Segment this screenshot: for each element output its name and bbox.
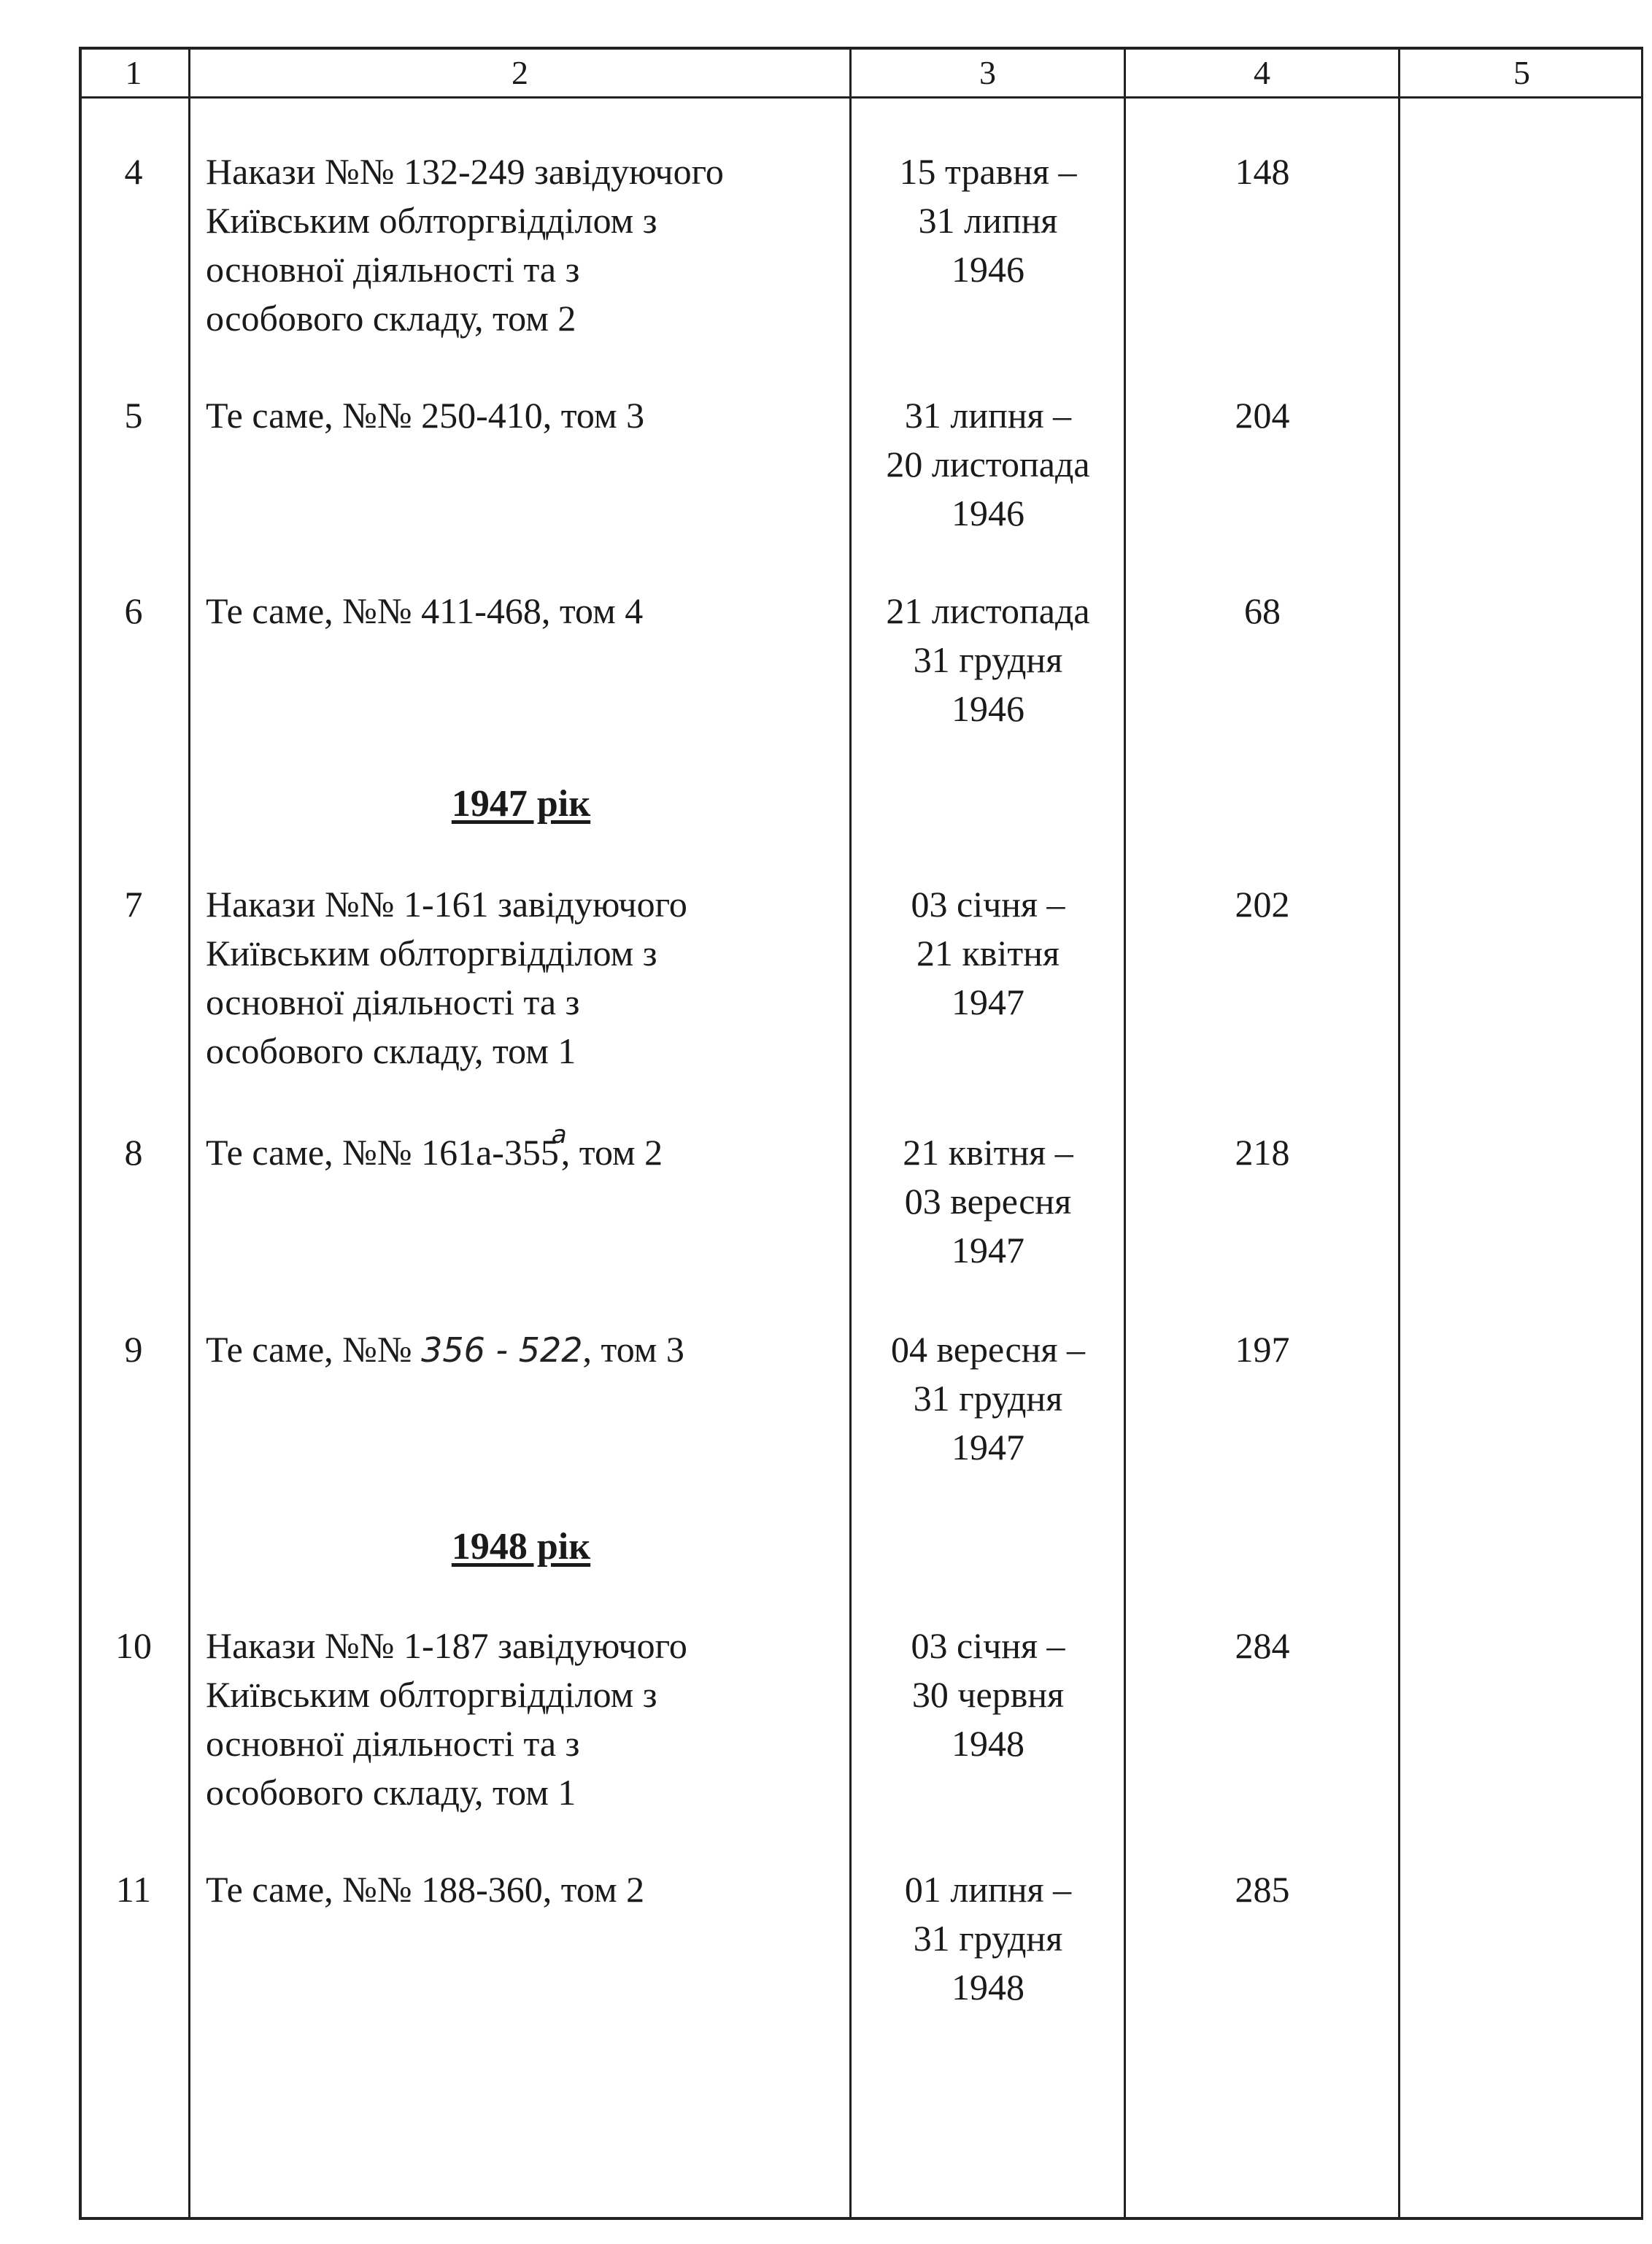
row-sheet-count: 202	[1235, 884, 1290, 925]
description-line: особового складу, том 2	[206, 298, 576, 339]
description-text: Те саме, №№ 161а-355	[206, 1132, 559, 1173]
row-sheet-count: 204	[1235, 395, 1290, 436]
date-line: 04 вересня –	[891, 1329, 1085, 1370]
description-text: , том 3	[582, 1329, 684, 1370]
date-line: 31 грудня	[913, 1378, 1063, 1419]
row-sheet-count: 148	[1235, 151, 1290, 192]
description-line: Те саме, №№ 188-360, том 2	[206, 1869, 645, 1910]
row-dates	[851, 1128, 1125, 1275]
row-sheet-count: 197	[1235, 1329, 1290, 1370]
row-description	[206, 147, 841, 343]
row-description	[206, 1325, 841, 1375]
year-heading-1948: 1948 рік	[451, 1526, 591, 1568]
description-line: Накази №№ 1-161 завідуючого	[206, 884, 687, 925]
description-line: Київським облторгвідділом з	[206, 1674, 657, 1715]
date-line: 21 квітня	[916, 933, 1059, 973]
header-col-1: 1	[125, 54, 142, 91]
year-heading-1947: 1947 рік	[451, 783, 591, 825]
date-line: 1946	[952, 493, 1024, 533]
row-description	[206, 587, 841, 636]
header-col-5: 5	[1513, 54, 1530, 91]
handwritten-range: 356 - 522	[421, 1330, 583, 1370]
row-dates	[851, 391, 1125, 538]
date-line: 21 квітня –	[903, 1132, 1073, 1173]
description-text: Те саме, №№	[206, 1329, 422, 1370]
date-line: 15 травня –	[899, 151, 1077, 192]
description-line: особового складу, том 1	[206, 1772, 576, 1813]
row-dates	[851, 587, 1125, 733]
date-line: 1946	[952, 688, 1024, 729]
description-line: Накази №№ 132-249 завідуючого	[206, 151, 724, 192]
date-line: 31 липня –	[904, 395, 1072, 436]
row-dates	[851, 147, 1125, 294]
row-description	[206, 391, 841, 440]
row-description	[206, 880, 841, 1076]
column-divider	[188, 47, 190, 2220]
header-col-2: 2	[512, 54, 528, 91]
date-line: 31 липня	[918, 200, 1058, 241]
date-line: 31 грудня	[913, 1918, 1063, 1959]
header-col-3: 3	[979, 54, 996, 91]
row-sheet-count: 284	[1235, 1625, 1290, 1666]
row-dates	[851, 1622, 1125, 1768]
date-line: 1948	[952, 1723, 1024, 1764]
description-line: Київським облторгвідділом з	[206, 200, 657, 241]
date-line: 1947	[952, 982, 1024, 1022]
row-dates	[851, 1865, 1125, 2012]
handwritten-superscript: а	[551, 1120, 567, 1149]
description-text: , том 2	[560, 1132, 663, 1173]
row-sheet-count: 285	[1235, 1869, 1290, 1910]
row-number: 11	[115, 1869, 152, 1910]
date-line: 01 липня –	[904, 1869, 1072, 1910]
row-number: 10	[115, 1625, 152, 1666]
row-dates	[851, 880, 1125, 1027]
date-line: 1948	[952, 1967, 1024, 2008]
row-number: 4	[124, 151, 143, 192]
row-number: 7	[124, 884, 143, 925]
row-description	[206, 1120, 841, 1181]
row-number: 5	[124, 395, 143, 436]
description-line: основної діяльності та з	[206, 982, 580, 1022]
description-line: основної діяльності та з	[206, 249, 580, 290]
date-line: 20 листопада	[886, 444, 1090, 485]
date-line: 30 червня	[911, 1674, 1065, 1715]
description-line: основної діяльності та з	[206, 1723, 580, 1764]
description-line: Київським облторгвідділом з	[206, 933, 657, 973]
row-sheet-count: 68	[1244, 590, 1281, 631]
row-number: 6	[124, 590, 143, 631]
header-divider	[79, 96, 1643, 99]
date-line: 1947	[952, 1427, 1024, 1468]
description-line: Те саме, №№ 250-410, том 3	[206, 395, 645, 436]
date-line: 03 вересня	[904, 1181, 1072, 1222]
date-line: 03 січня –	[911, 1625, 1065, 1666]
date-line: 31 грудня	[913, 639, 1063, 680]
row-sheet-count: 218	[1235, 1132, 1290, 1173]
header-col-4: 4	[1254, 54, 1270, 91]
row-description	[206, 1622, 841, 1817]
date-line: 1946	[952, 249, 1024, 290]
row-description	[206, 1865, 841, 1914]
description-line: Накази №№ 1-187 завідуючого	[206, 1625, 687, 1666]
row-number: 9	[124, 1329, 143, 1370]
row-number: 8	[124, 1132, 143, 1173]
description-line: Те саме, №№ 411-468, том 4	[206, 590, 644, 631]
row-dates	[851, 1325, 1125, 1472]
date-line: 03 січня –	[911, 884, 1065, 925]
description-line: особового складу, том 1	[206, 1030, 576, 1071]
date-line: 1947	[952, 1230, 1024, 1271]
date-line: 21 листопада	[886, 590, 1090, 631]
